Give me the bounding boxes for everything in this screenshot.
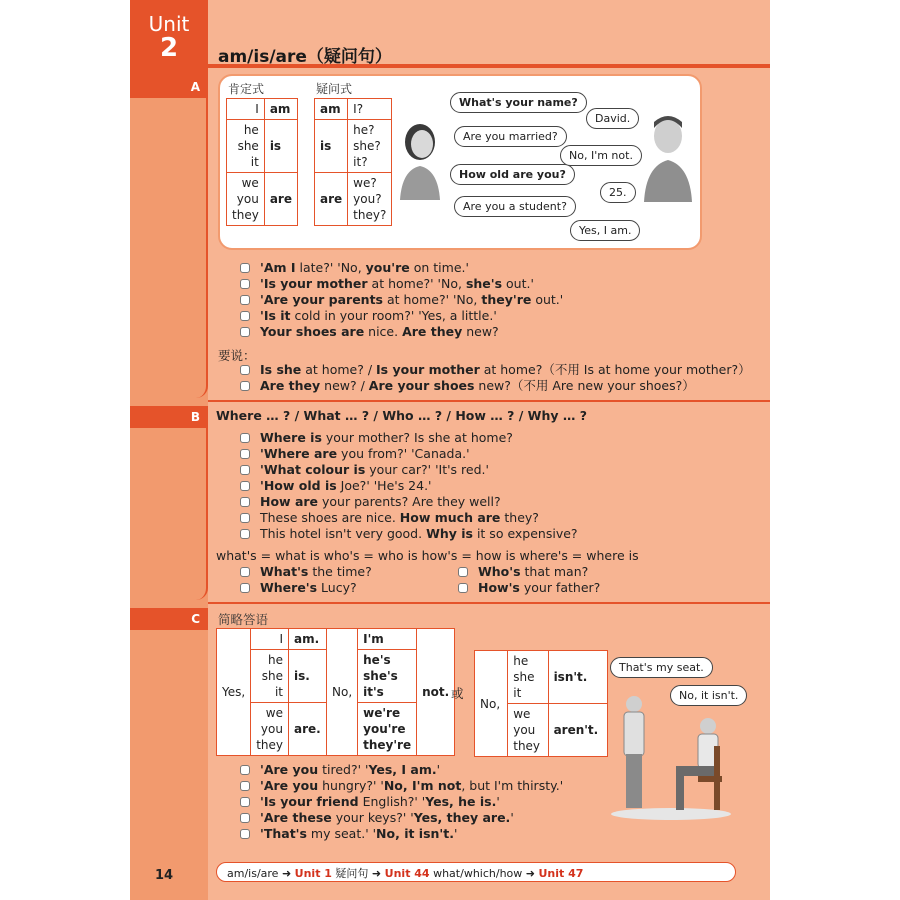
table-cell: am xyxy=(315,99,348,120)
list-item: 'Are these your keys?' 'Yes, they are.' xyxy=(238,810,563,826)
section-b-heading: Where … ? / What … ? / Who … ? / How … ? / Why … ? xyxy=(216,408,587,423)
page-title: am/is/are（疑问句） xyxy=(218,47,392,67)
checkbox-icon xyxy=(240,465,250,475)
table-row xyxy=(315,99,392,120)
affirmative-table xyxy=(226,98,298,226)
speech-bubble: David. xyxy=(586,108,639,129)
table-cell: he? she? it? xyxy=(348,120,392,173)
checkbox-icon xyxy=(240,433,250,443)
table-cell: am. xyxy=(288,629,326,650)
no-answers-table-2 xyxy=(474,650,608,757)
table-cell: he's she's it's xyxy=(358,650,417,703)
table-cell: I? xyxy=(348,99,392,120)
table-cell: not. xyxy=(417,629,455,756)
table-cell: is xyxy=(264,120,297,173)
contractions-line: what's = what is who's = who is how's = how is where's = where is xyxy=(216,548,639,563)
list-item: 'How old is Joe?' 'He's 24.' xyxy=(238,478,578,494)
checkbox-icon xyxy=(240,829,250,839)
list-item: Your shoes are nice. Are they new? xyxy=(238,324,563,340)
speech-bubble: 25. xyxy=(600,182,636,203)
speech-bubble: What's your name? xyxy=(450,92,587,113)
list-item: 'Are you tired?' 'Yes, I am.' xyxy=(238,762,563,778)
checkbox-icon xyxy=(240,327,250,337)
cross-reference-bar xyxy=(216,862,736,882)
checkbox-icon xyxy=(458,567,468,577)
cross-reference-link[interactable]: Unit 44 xyxy=(384,867,430,880)
speech-bubble: Yes, I am. xyxy=(570,220,640,241)
man-illustration xyxy=(640,108,696,202)
list-item: 'Where are you from?' 'Canada.' xyxy=(238,446,578,462)
checkbox-icon xyxy=(240,797,250,807)
cross-reference-text: what/which/how ➜ xyxy=(429,867,539,880)
cross-reference-link[interactable]: Unit 1 xyxy=(294,867,332,880)
checkbox-icon xyxy=(240,813,250,823)
speech-bubble: That's my seat. xyxy=(610,657,713,678)
list-item: 'Am I late?' 'No, you're on time.' xyxy=(238,260,563,276)
table-cell: are xyxy=(315,173,348,226)
table-cell: isn't. xyxy=(548,651,607,704)
table-cell: is. xyxy=(288,650,326,703)
speech-bubble: No, I'm not. xyxy=(560,145,642,166)
list-item: Who's that man? xyxy=(456,564,600,580)
table-cell: Yes, xyxy=(217,629,251,756)
seat-scene-illustration xyxy=(606,690,736,820)
table-row xyxy=(315,173,392,226)
section-a-label: A xyxy=(130,76,208,98)
table-cell: he she it xyxy=(251,650,289,703)
woman-illustration xyxy=(396,112,444,200)
speech-bubble: Are you a student? xyxy=(454,196,576,217)
checkbox-icon xyxy=(240,765,250,775)
table-cell: No, xyxy=(327,629,358,756)
checkbox-icon xyxy=(240,781,250,791)
list-item: Where is your mother? Is she at home? xyxy=(238,430,578,446)
question-label: 疑问式 xyxy=(316,82,353,96)
checkbox-icon xyxy=(240,365,250,375)
list-item: This hotel isn't very good. Why is it so expensive? xyxy=(238,526,578,542)
checkbox-icon xyxy=(240,381,250,391)
table-cell: No, xyxy=(475,651,508,757)
list-item: 'What colour is your car?' 'It's red.' xyxy=(238,462,578,478)
section-c-label: C xyxy=(130,608,208,630)
section-a-examples xyxy=(238,260,563,340)
table-cell: we're you're they're xyxy=(358,703,417,756)
or-word: 或 xyxy=(451,686,464,701)
table-row xyxy=(227,120,298,173)
table-cell: are. xyxy=(288,703,326,756)
list-item: Where's Lucy? xyxy=(238,580,372,596)
speech-bubble: Are you married? xyxy=(454,126,567,147)
list-item: How are your parents? Are they well? xyxy=(238,494,578,510)
list-item: 'Is your friend English?' 'Yes, he is.' xyxy=(238,794,563,810)
table-cell: I'm xyxy=(358,629,417,650)
table-cell: are xyxy=(264,173,297,226)
unit-word: Unit xyxy=(148,12,190,36)
checkbox-icon xyxy=(240,583,250,593)
short-forms-right xyxy=(456,564,600,596)
cross-reference-text: am/is/are ➜ xyxy=(227,867,295,880)
section-divider xyxy=(208,400,770,402)
table-cell: aren't. xyxy=(548,704,607,757)
list-item: 'Is your mother at home?' 'No, she's out.' xyxy=(238,276,563,292)
list-item: 'Are you hungry?' 'No, I'm not, but I'm thirsty.' xyxy=(238,778,563,794)
checkbox-icon xyxy=(240,567,250,577)
list-item: Are they new? / Are your shoes new?（不用 Are new your shoes?） xyxy=(238,378,751,394)
checkbox-icon xyxy=(458,583,468,593)
yes-answers-table xyxy=(216,628,327,756)
section-b-examples xyxy=(238,430,578,542)
checkbox-icon xyxy=(240,295,250,305)
table-cell: we? you? they? xyxy=(348,173,392,226)
table-cell: we you they xyxy=(251,703,289,756)
section-divider xyxy=(208,602,770,604)
checkbox-icon xyxy=(240,481,250,491)
list-item: Is she at home? / Is your mother at home?（不用 Is at home your mother?） xyxy=(238,362,751,378)
page-number: 14 xyxy=(155,868,174,883)
table-cell: we you they xyxy=(227,173,265,226)
table-row xyxy=(227,99,298,120)
table-cell: he she it xyxy=(508,651,548,704)
list-item: 'Are your parents at home?' 'No, they're out.' xyxy=(238,292,563,308)
table-row xyxy=(475,651,608,704)
speech-bubble: No, it isn't. xyxy=(670,685,747,706)
short-forms-left xyxy=(238,564,372,596)
unit-number: 2 xyxy=(159,33,179,63)
table-cell: is xyxy=(315,120,348,173)
title-bar xyxy=(208,40,770,68)
checkbox-icon xyxy=(240,529,250,539)
checkbox-icon xyxy=(240,311,250,321)
note-label: 要说： xyxy=(218,348,256,363)
table-cell: I xyxy=(251,629,289,650)
section-c-heading: 简略答语 xyxy=(218,612,269,627)
table-row xyxy=(227,173,298,226)
table-cell: I xyxy=(227,99,265,120)
table-cell: we you they xyxy=(508,704,548,757)
section-b-edge xyxy=(196,420,208,600)
section-a-notes xyxy=(238,362,751,394)
checkbox-icon xyxy=(240,279,250,289)
checkbox-icon xyxy=(240,449,250,459)
question-table xyxy=(314,98,392,226)
list-item: 'Is it cold in your room?' 'Yes, a little.' xyxy=(238,308,563,324)
list-item: 'That's my seat.' 'No, it isn't.' xyxy=(238,826,563,842)
cross-reference-link[interactable]: Unit 47 xyxy=(538,867,584,880)
table-row xyxy=(217,629,327,650)
speech-bubble: How old are you? xyxy=(450,164,575,185)
table-cell: he she it xyxy=(227,120,265,173)
list-item: These shoes are nice. How much are they? xyxy=(238,510,578,526)
section-b-label: B xyxy=(130,406,208,428)
list-item: What's the time? xyxy=(238,564,372,580)
table-row xyxy=(327,629,455,650)
no-answers-table xyxy=(326,628,455,756)
section-c-examples xyxy=(238,762,563,842)
checkbox-icon xyxy=(240,497,250,507)
table-cell: am xyxy=(264,99,297,120)
cross-reference-text: 疑问句 ➜ xyxy=(331,867,385,880)
affirmative-label: 肯定式 xyxy=(228,82,265,96)
checkbox-icon xyxy=(240,513,250,523)
list-item: How's your father? xyxy=(456,580,600,596)
table-row xyxy=(315,120,392,173)
section-a-edge xyxy=(196,90,208,398)
checkbox-icon xyxy=(240,263,250,273)
